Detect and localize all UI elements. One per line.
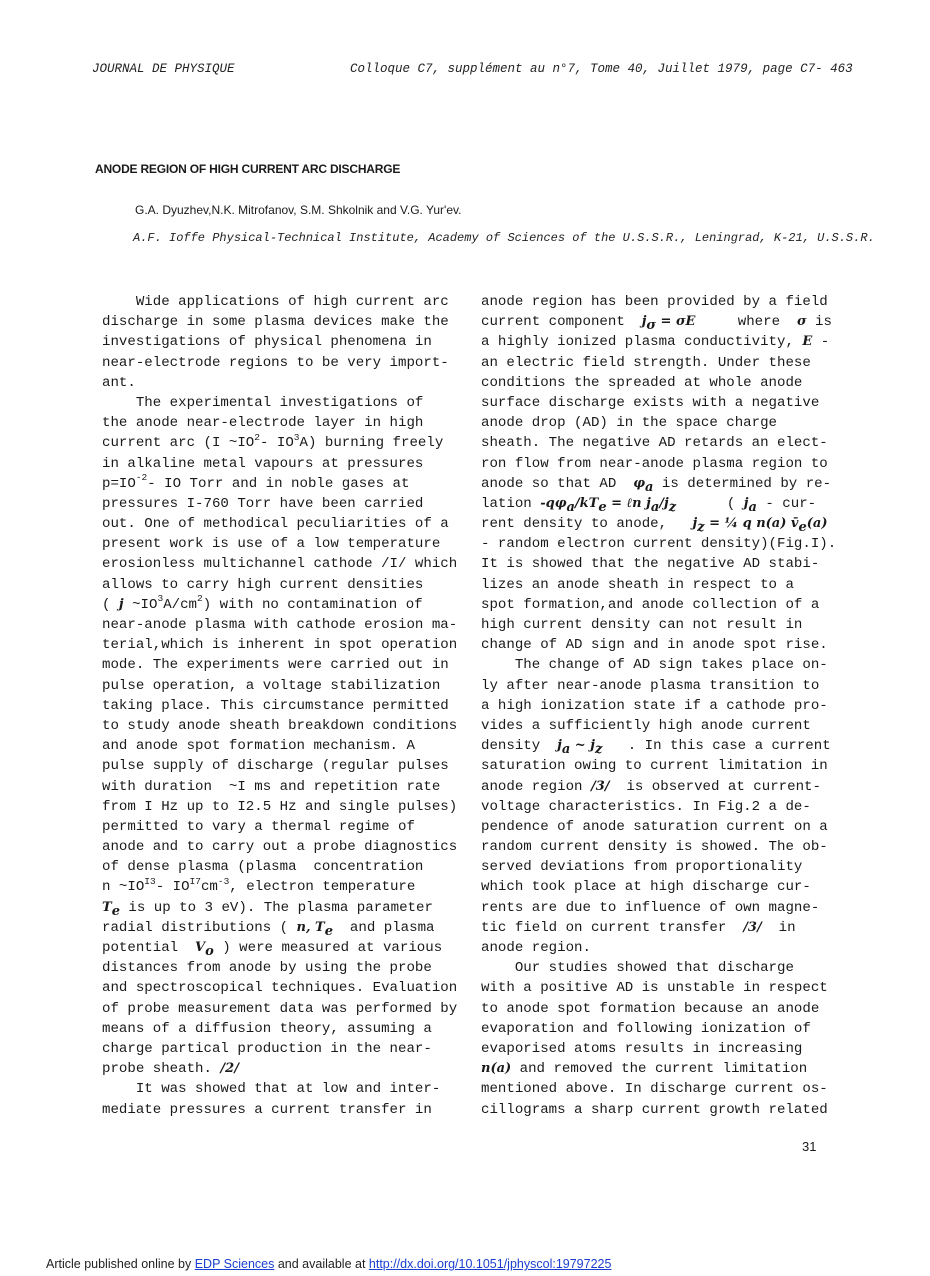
text-fragment: p=IO bbox=[102, 475, 136, 492]
text-line: from I Hz up to I2.5 Hz and single pulses) bbox=[102, 798, 458, 815]
text-fragment: density bbox=[481, 738, 558, 755]
text-line: means of a diffusion theory, assuming a bbox=[102, 1020, 432, 1037]
text-fragment: - IO Torr and in noble gases at bbox=[147, 475, 410, 492]
handwritten-symbol: = ℓn j bbox=[606, 495, 651, 511]
text-line: saturation owing to current limitation in bbox=[481, 758, 828, 775]
handwritten-symbol: j bbox=[692, 516, 698, 532]
text-line: near-electrode regions to be very import- bbox=[102, 354, 449, 371]
footer-middle: and available at bbox=[274, 1257, 369, 1271]
handwritten-symbol: V bbox=[195, 940, 206, 955]
text-fragment: - cur- bbox=[756, 495, 817, 512]
text-line bbox=[481, 777, 841, 797]
text-line bbox=[102, 898, 462, 918]
colloque-reference: Colloque C7, supplément au n°7, Tome 40, Juillet 1979, page C7- 463 bbox=[350, 62, 853, 76]
text-fragment: radial distributions ( bbox=[102, 919, 297, 936]
text-fragment: ) were measured at various bbox=[213, 940, 443, 956]
subscript: a bbox=[645, 479, 654, 495]
handwritten-symbol: j bbox=[743, 495, 749, 511]
text-line: mediate pressures a current transfer in bbox=[102, 1101, 432, 1118]
subscript: a bbox=[748, 499, 757, 515]
text-line: The experimental investigations of bbox=[102, 394, 424, 411]
text-line bbox=[481, 918, 841, 938]
text-fragment: potential bbox=[102, 940, 196, 956]
text-line: discharge in some plasma devices make the bbox=[102, 314, 449, 331]
text-line bbox=[102, 877, 462, 897]
text-fragment: - IO bbox=[155, 879, 190, 896]
text-line: anode and to carry out a probe diagnostics bbox=[102, 839, 458, 856]
text-line bbox=[481, 514, 841, 534]
page-number: 31 bbox=[802, 1139, 817, 1154]
text-line: terial,which is inherent in spot operation bbox=[102, 637, 458, 654]
text-line: near-anode plasma with cathode erosion ma- bbox=[102, 617, 458, 633]
text-fragment: is observed at current- bbox=[609, 778, 821, 795]
text-fragment: . In this case a current bbox=[602, 738, 831, 755]
handwritten-symbol: j bbox=[118, 596, 124, 612]
subscript: e bbox=[798, 519, 807, 535]
text-line: ron flow from near-anode plasma region to bbox=[481, 455, 828, 472]
text-line: a high ionization state if a cathode pro- bbox=[481, 697, 828, 714]
text-line: mentioned above. In discharge current os- bbox=[481, 1081, 828, 1098]
text-line: rents are due to influence of own magne- bbox=[481, 899, 820, 916]
text-line: an electric field strength. Under these bbox=[481, 354, 811, 371]
text-line: conditions the spreaded at whole anode bbox=[481, 374, 803, 391]
text-line: pressures I-760 Torr have been carried bbox=[102, 495, 424, 512]
text-line bbox=[481, 332, 841, 352]
text-line bbox=[481, 736, 841, 756]
text-fragment: - IO bbox=[259, 435, 294, 452]
text-line: of dense plasma (plasma concentration bbox=[102, 859, 424, 876]
handwritten-symbol: = ¼ q n(a) v̄ bbox=[704, 516, 799, 532]
text-line: with duration ~I ms and repetition rate bbox=[102, 778, 441, 795]
subscript: a bbox=[650, 499, 660, 515]
handwritten-symbol: ~ j bbox=[570, 738, 595, 754]
text-line: charge partical production in the near- bbox=[102, 1040, 432, 1057]
superscript: 2 bbox=[197, 593, 203, 605]
text-line: surface discharge exists with a negative bbox=[481, 394, 820, 411]
text-fragment: - bbox=[812, 334, 830, 351]
text-line bbox=[102, 433, 462, 453]
text-line: the anode near-electrode layer in high bbox=[102, 415, 424, 432]
footer-prefix: Article published online by bbox=[46, 1257, 195, 1271]
text-line: It was showed that at low and inter- bbox=[102, 1081, 441, 1098]
text-fragment: tic field on current transfer bbox=[481, 919, 744, 936]
text-line: pulse supply of discharge (regular pulses bbox=[102, 758, 449, 775]
superscript: -3 bbox=[217, 875, 230, 887]
text-line: anode drop (AD) in the space charge bbox=[481, 415, 778, 432]
text-fragment: rent density to anode, bbox=[481, 516, 693, 533]
text-line: permitted to vary a thermal regime of bbox=[102, 818, 415, 835]
text-line bbox=[102, 474, 462, 494]
text-line: ly after near-anode plasma transition to bbox=[481, 677, 820, 694]
handwritten-symbol: n, T bbox=[296, 919, 325, 935]
article-title: ANODE REGION OF HIGH CURRENT ARC DISCHARGE bbox=[95, 162, 401, 176]
text-fragment: anode so that AD bbox=[481, 475, 634, 492]
handwritten-symbol: E bbox=[802, 334, 813, 350]
publication-footer bbox=[46, 1257, 611, 1271]
superscript: I7 bbox=[189, 875, 201, 887]
text-line bbox=[481, 1059, 841, 1079]
handwritten-symbol: n(a) bbox=[481, 1061, 512, 1077]
reference-marker: /3/ bbox=[590, 778, 610, 794]
text-fragment: ( bbox=[102, 596, 119, 613]
text-line: ant. bbox=[102, 374, 136, 391]
handwritten-symbol: /kT bbox=[574, 495, 599, 511]
text-fragment: ~IO bbox=[123, 596, 158, 613]
handwritten-symbol: T bbox=[102, 899, 112, 915]
text-line bbox=[481, 494, 841, 514]
text-line: spot formation,and anode collection of a bbox=[481, 596, 820, 613]
text-fragment: A) burning freely bbox=[299, 435, 444, 452]
text-fragment: is determined by re- bbox=[653, 475, 832, 492]
text-line: It is showed that the negative AD stabi- bbox=[481, 556, 820, 573]
text-fragment: is bbox=[806, 314, 832, 331]
handwritten-symbol: -qφ bbox=[540, 495, 567, 511]
text-line: evaporation and following ionization of bbox=[481, 1020, 811, 1037]
article-authors: G.A. Dyuzhev,N.K. Mitrofanov, S.M. Shkolnik and V.G. Yur'ev. bbox=[135, 203, 462, 217]
text-line: voltage characteristics. In Fig.2 a de- bbox=[481, 798, 811, 815]
text-fragment: ) with no contamination of bbox=[202, 596, 423, 613]
text-line: anode region. bbox=[481, 940, 591, 956]
text-fragment: anode region bbox=[481, 778, 591, 795]
subscript: e bbox=[324, 923, 333, 939]
text-line: and anode spot formation mechanism. A bbox=[102, 738, 415, 755]
doi-link[interactable]: http://dx.doi.org/10.1051/jphyscol:19797225 bbox=[368, 1257, 612, 1271]
text-line: cillograms a sharp current growth related bbox=[481, 1101, 828, 1118]
text-fragment: current arc (I ~IO bbox=[102, 435, 255, 452]
text-line: - random electron current density)(Fig.I). bbox=[481, 536, 837, 553]
subscript: o bbox=[205, 943, 214, 959]
text-fragment: in bbox=[761, 919, 796, 936]
text-fragment: is up to 3 eV). The plasma parameter bbox=[119, 899, 433, 916]
text-line: mode. The experiments were carried out in bbox=[102, 657, 449, 674]
subscript: a bbox=[566, 499, 575, 515]
superscript: -2 bbox=[135, 472, 148, 483]
text-line: evaporised atoms results in increasing bbox=[481, 1040, 803, 1057]
text-fragment: lation bbox=[481, 495, 541, 512]
text-line: which took place at high discharge cur- bbox=[481, 879, 811, 896]
subscript: e bbox=[598, 499, 607, 515]
handwritten-symbol: σ bbox=[796, 314, 807, 330]
handwritten-symbol: j bbox=[557, 738, 562, 754]
subscript: a bbox=[561, 741, 571, 757]
publisher-link[interactable]: EDP Sciences bbox=[194, 1257, 275, 1271]
text-line: Wide applications of high current arc bbox=[102, 294, 449, 310]
text-line: pendence of anode saturation current on a bbox=[481, 818, 828, 835]
text-line bbox=[102, 918, 462, 938]
reference-marker: /2/ bbox=[220, 1061, 239, 1077]
text-line bbox=[102, 595, 462, 615]
text-line bbox=[102, 938, 462, 958]
text-fragment: probe sheath. bbox=[102, 1061, 221, 1078]
text-fragment: n ~IO bbox=[102, 879, 145, 896]
handwritten-symbol: j bbox=[641, 314, 647, 330]
journal-name: JOURNAL DE PHYSIQUE bbox=[92, 62, 235, 76]
text-line: sheath. The negative AD retards an elect- bbox=[481, 435, 828, 452]
text-line bbox=[102, 1059, 462, 1079]
article-affiliation: A.F. Ioffe Physical-Technical Institute, Academy of Sciences of the U.S.S.R., Leningrad, K-21, U.S.S.R. bbox=[133, 231, 875, 245]
text-line: high current density can not result in bbox=[481, 617, 803, 633]
text-fragment: cm bbox=[200, 879, 218, 896]
text-line: of probe measurement data was performed by bbox=[102, 1000, 458, 1017]
text-line: in alkaline metal vapours at pressures bbox=[102, 455, 424, 472]
superscript: 3 bbox=[293, 431, 300, 443]
text-fragment: ( bbox=[676, 495, 744, 512]
text-line: allows to carry high current densities bbox=[102, 576, 424, 593]
text-fragment: where bbox=[695, 314, 797, 331]
right-text-column bbox=[481, 292, 841, 1120]
text-fragment: a highly ionized plasma conductivity, bbox=[481, 334, 803, 351]
text-line: investigations of physical phenomena in bbox=[102, 334, 432, 351]
subscript: z bbox=[668, 499, 677, 515]
text-line: lizes an anode sheath in respect to a bbox=[481, 576, 794, 593]
subscript: e bbox=[111, 903, 120, 919]
text-line: served deviations from proportionality bbox=[481, 859, 803, 876]
text-fragment: A/cm bbox=[163, 596, 198, 613]
text-fragment: , electron temperature bbox=[229, 879, 416, 896]
handwritten-symbol: /j bbox=[659, 495, 669, 511]
text-fragment: and removed the current limitation bbox=[511, 1061, 808, 1078]
text-line: random current density is showed. The ob- bbox=[481, 839, 828, 856]
text-line: erosionless multichannel cathode /I/ which bbox=[102, 556, 458, 573]
text-line: The change of AD sign takes place on- bbox=[481, 657, 828, 674]
text-line: vides a sufficiently high anode current bbox=[481, 717, 811, 734]
handwritten-symbol: (a) bbox=[806, 516, 828, 532]
text-fragment: and plasma bbox=[333, 919, 435, 936]
superscript: 3 bbox=[157, 593, 164, 605]
text-line: with a positive AD is unstable in respect bbox=[481, 980, 828, 997]
text-line: out. One of methodical peculiarities of a bbox=[102, 516, 449, 533]
text-line: present work is use of a low temperature bbox=[102, 536, 441, 553]
text-line: pulse operation, a voltage stabilization bbox=[102, 677, 441, 694]
text-line bbox=[481, 474, 841, 494]
text-line: to anode spot formation because an anode bbox=[481, 1000, 820, 1017]
left-text-column bbox=[102, 292, 462, 1120]
text-line: distances from anode by using the probe bbox=[102, 960, 432, 977]
reference-marker: /3/ bbox=[743, 919, 762, 935]
subscript: σ bbox=[646, 318, 657, 333]
text-fragment: current component bbox=[481, 314, 642, 331]
handwritten-symbol: = σE bbox=[656, 314, 696, 330]
subscript: z bbox=[594, 741, 603, 757]
text-line: and spectroscopical techniques. Evaluation bbox=[102, 980, 458, 997]
superscript: 2 bbox=[254, 431, 260, 443]
text-line: change of AD sign and in anode spot rise. bbox=[481, 637, 828, 654]
text-line: to study anode sheath breakdown conditions bbox=[102, 717, 458, 734]
handwritten-symbol: φ bbox=[633, 475, 646, 491]
superscript: I3 bbox=[144, 875, 156, 887]
text-line: taking place. This circumstance permitted bbox=[102, 697, 449, 714]
text-line: Our studies showed that discharge bbox=[481, 960, 794, 977]
text-line: anode region has been provided by a field bbox=[481, 294, 828, 310]
text-line bbox=[481, 312, 841, 332]
subscript: z bbox=[697, 519, 705, 535]
